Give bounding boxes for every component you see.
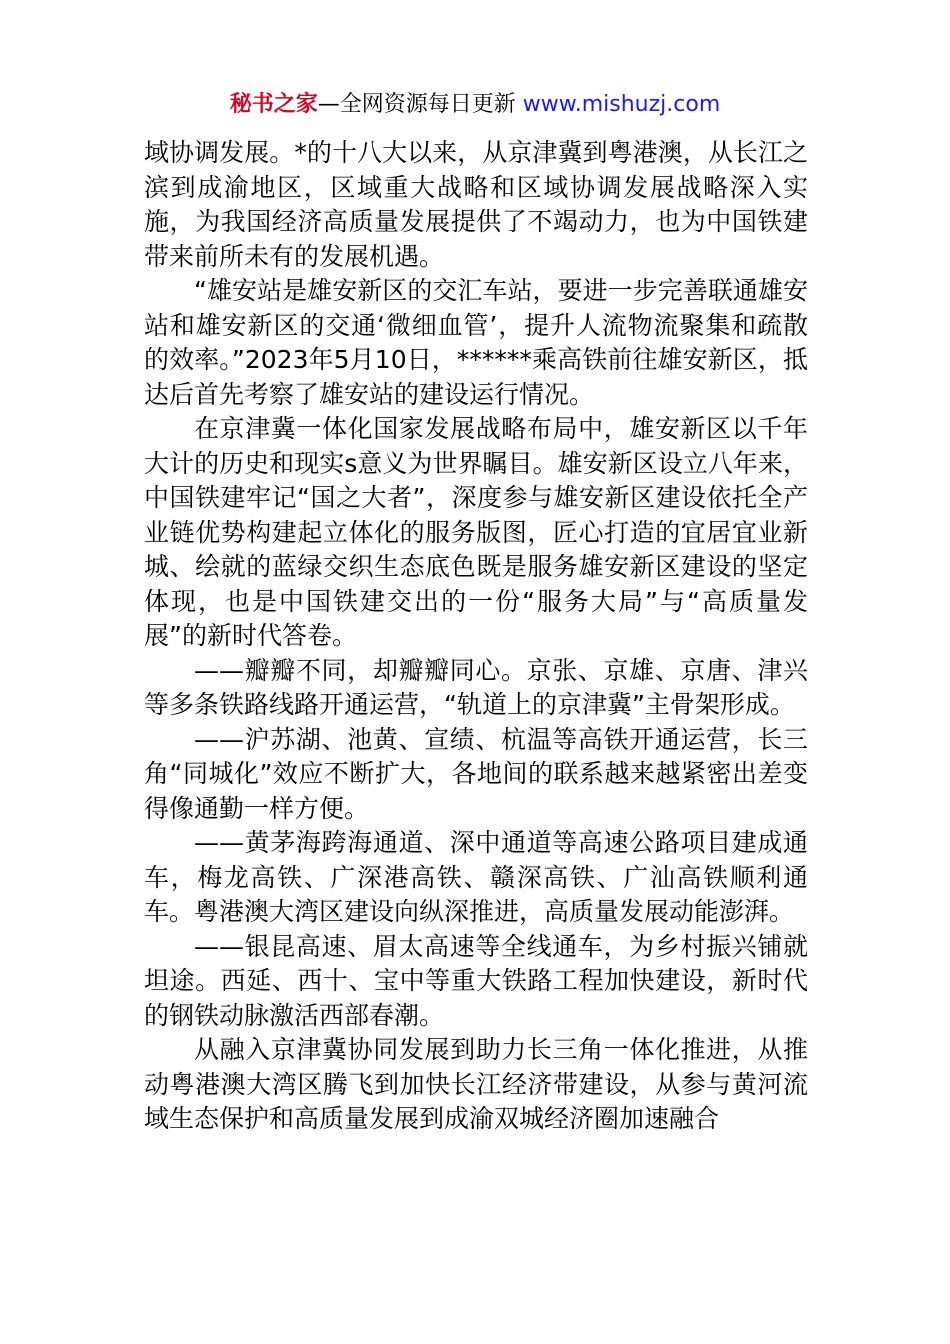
paragraph-5: ——沪苏湖、池黄、宣绩、杭温等高铁开通运营，长三角“同城化”效应不断扩大，各地间的联系越来越紧密出差变得像通勤一样方便。 bbox=[144, 724, 808, 823]
paragraph-2: “雄安站是雄安新区的交汇车站，要进一步完善联通雄安站和雄安新区的交通‘微细血管’，提升人流物流聚集和疏散的效率。”2023年5月10日，******乘高铁前往雄安新区，抵达后首先考察了雄安站的建设运行情况。 bbox=[144, 276, 808, 409]
paragraph-3: 在京津冀一体化国家发展战略布局中，雄安新区以千年大计的历史和现实s意义为世界瞩目。雄安新区设立八年来，中国铁建牢记“国之大者”，深度参与雄安新区建设依托全产业链优势构建起立体化的服务版图，匠心打造的宜居宜业新城、绘就的蓝绿交织生态底色既是服务雄安新区建设的坚定体现，也是中国铁建交出的一份“服务大局”与“高质量发展”的新时代答卷。 bbox=[144, 414, 808, 650]
site-tagline: —全网资源每日更新 bbox=[317, 92, 523, 117]
paragraph-4: ——瓣瓣不同，却瓣瓣同心。京张、京雄、京唐、津兴等多条铁路线路开通运营，“轨道上的京津冀”主骨架形成。 bbox=[144, 655, 808, 719]
paragraph-1: 域协调发展。*的十八大以来，从京津冀到粤港澳，从长江之滨到成渝地区，区域重大战略和区域协调发展战略深入实施，为我国经济高质量发展提供了不竭动力，也为中国铁建带来前所未有的发展机遇。 bbox=[144, 138, 808, 271]
site-header bbox=[0, 88, 950, 122]
paragraph-7: ——银昆高速、眉太高速等全线通车，为乡村振兴铺就坦途。西延、西十、宝中等重大铁路工程加快建设，新时代的钢铁动脉激活西部春潮。 bbox=[144, 931, 808, 1030]
site-brand: 秘书之家 bbox=[229, 92, 318, 117]
document-body bbox=[144, 136, 808, 1137]
site-url-link[interactable]: www.mishuzj.com bbox=[522, 92, 721, 117]
paragraph-8: 从融入京津冀协同发展到助力长三角一体化推进，从推动粤港澳大湾区腾飞到加快长江经济带建设，从参与黄河流域生态保护和高质量发展到成渝双城经济圈加速融合 bbox=[144, 1035, 808, 1133]
paragraph-6: ——黄茅海跨海通道、深中通道等高速公路项目建成通车，梅龙高铁、广深港高铁、赣深高铁、广汕高铁顺利通车。粤港澳大湾区建设向纵深推进，高质量发展动能澎湃。 bbox=[144, 828, 808, 926]
